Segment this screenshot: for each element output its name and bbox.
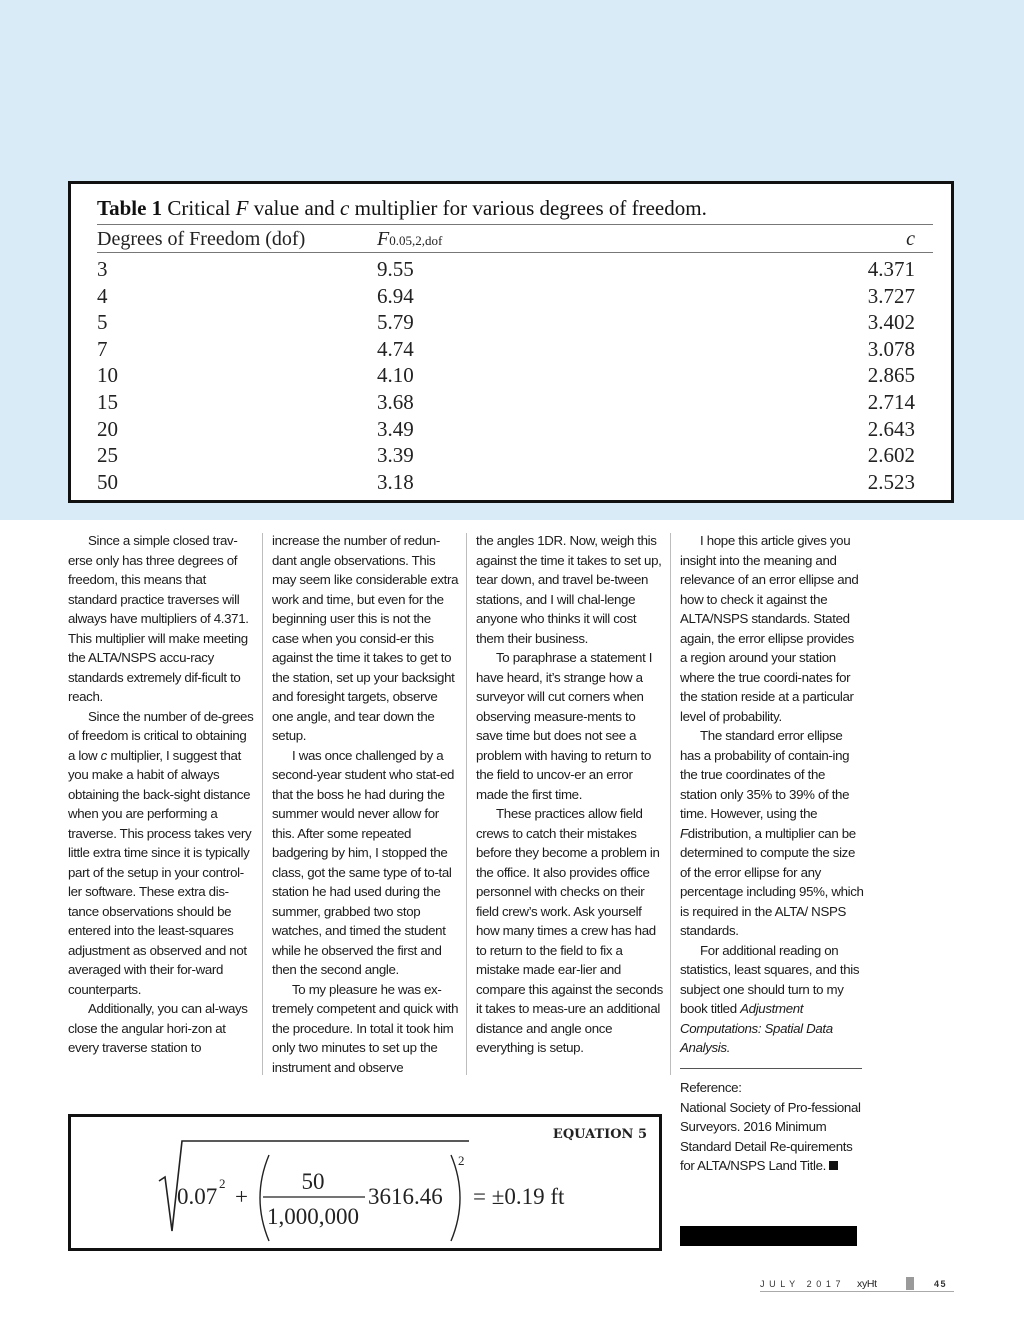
table-row <box>97 283 933 310</box>
reference-block <box>680 1078 862 1176</box>
header-f <box>377 228 442 251</box>
paragraph <box>68 707 256 1000</box>
paragraph: To paraphrase a statement I have heard, it’s strange how a surveyor will cut corners when observing measure-ments to save time but does not see a problem with having to return to the field to uncov-er an error made the first time. <box>476 650 653 802</box>
table-cell-dof: 3 <box>97 257 108 281</box>
table-cell-dof: 15 <box>97 389 118 414</box>
table-cell-dof: 25 <box>97 443 118 468</box>
table-row <box>97 309 933 336</box>
footer-rule <box>760 1291 954 1292</box>
paragraph: I was once challenged by a second-year student who stat-ed that the boss he had during the summer would never allow for this. After some repeated badgering by him, I stopped the class, got the same type of to-tal station he had used during the summer, grabbed two stop watches, and timed the student while he observed the first and then the second angle. <box>272 747 455 977</box>
paragraph-text: Since the number of de-grees of freedom is critical to obtaining a low <box>68 708 254 763</box>
equation-label: EQUATION 5 <box>552 1127 647 1142</box>
article-column-3 <box>476 531 664 1058</box>
table-cell-c: 2.523 <box>867 469 915 494</box>
table-cell-f: 3.49 <box>377 416 414 441</box>
table-cell-dof: 4 <box>97 283 108 308</box>
eq-plus: + <box>235 1184 248 1209</box>
table-title-f: F <box>235 196 249 220</box>
table-cell-dof: 10 <box>97 363 118 388</box>
paragraph-italic-f: F <box>680 825 688 841</box>
column-divider <box>262 533 263 1075</box>
eq-term1-exponent: 2 <box>219 1176 226 1191</box>
table-cell-f: 3.39 <box>377 443 414 468</box>
table-cell-f: 4.74 <box>377 336 414 361</box>
footer-date: JULY 2017 <box>760 1279 846 1289</box>
table-cell-f: 3.68 <box>377 389 414 414</box>
table-title-text-2: value and <box>253 196 335 220</box>
black-bar <box>680 1226 857 1246</box>
paragraph-italic-c: c <box>100 747 107 763</box>
table-title-number: Table 1 <box>97 196 163 220</box>
eq-denominator: 1,000,000 <box>267 1204 359 1229</box>
table-cell-c: 2.714 <box>867 389 915 414</box>
table-cell-c: 4.371 <box>867 257 915 281</box>
table-cell-c: 2.602 <box>867 443 915 468</box>
column-divider <box>466 533 467 1075</box>
table-cell-c: 3.078 <box>867 336 915 361</box>
table-cell-dof: 5 <box>97 310 108 335</box>
table-cell-f: 4.10 <box>377 363 414 388</box>
table-row <box>97 336 933 363</box>
table-cell-f: 3.18 <box>377 469 414 494</box>
paragraph: Additionally, you can al-ways close the angular hori-zon at every traverse station to <box>68 1001 248 1055</box>
table-cell-f: 6.94 <box>377 283 414 308</box>
column-divider <box>670 533 671 1075</box>
paragraph <box>680 726 864 941</box>
table-title-c: c <box>340 196 350 220</box>
table-row <box>97 442 933 469</box>
end-mark-icon <box>829 1161 838 1170</box>
table-cell-c: 3.727 <box>867 283 915 308</box>
header-c: c <box>906 228 915 250</box>
table-title-text-1: Critical <box>167 196 231 220</box>
footer-square-icon <box>906 1277 914 1290</box>
paragraph-text: The standard error ellipse has a probability of contain-ing the true coordinates of the station only 35% to 39% of the time. However, using the <box>680 728 850 821</box>
table-row <box>97 362 933 389</box>
eq-term1: 0.07 <box>177 1184 218 1209</box>
header-f-sub: 0.05,2,dof <box>389 233 443 248</box>
table-cell-dof: 50 <box>97 469 118 494</box>
reference-text <box>680 1098 862 1176</box>
reference-citation: National Society of Pro-fessional Surveyors. 2016 Minimum Standard Detail Re-quirements for ALTA/NSPS Land Title. <box>680 1099 861 1173</box>
eq-result: = ±0.19 ft <box>473 1184 565 1209</box>
reference-divider <box>680 1068 862 1069</box>
footer-brand: xyHt <box>857 1278 877 1290</box>
table-cell-dof: 20 <box>97 416 118 441</box>
eq-outer-exponent: 2 <box>458 1153 465 1168</box>
table-cell-f: 9.55 <box>377 257 414 281</box>
eq-numerator: 50 <box>301 1169 325 1194</box>
eq-multiplier: 3616.46 <box>368 1184 443 1209</box>
paragraph: Since a simple closed trav-erse only has three degrees of freedom, this means that standard practice traverses will always have multipliers of 4.371. This multiplier will make meeting the ALTA/NSPS accu-racy standards extremely dif-ficult to reach. <box>68 533 249 704</box>
table-row <box>97 256 933 283</box>
header-f-main: F <box>377 228 390 250</box>
table-row <box>97 469 933 496</box>
table-cell-f: 5.79 <box>377 310 414 335</box>
paragraph <box>680 941 864 1058</box>
article-column-2 <box>272 531 460 1077</box>
table-row <box>97 389 933 416</box>
equation-graphic <box>71 1117 659 1248</box>
footer-page-number: 45 <box>934 1279 948 1289</box>
article-column-1 <box>68 531 256 1058</box>
table-title-text-3: multiplier for various degrees of freedom. <box>354 196 707 220</box>
paragraph: These practices allow field crews to catch their mistakes before they become a problem in the office. It also provides office personnel with checks on their field crew’s work. Ask yourself how many times a crew has had to return to the field to fix a mistake made ear-lier and compare this against the seconds it takes to meas-ure an additional distance and angle once everything is setup. <box>476 806 663 1055</box>
table-cell-c: 2.643 <box>867 416 915 441</box>
paragraph: To my pleasure he was ex-tremely competent and quick with the procedure. In total it took him only two minutes to set up the instrument and observe <box>272 981 459 1075</box>
table-critical-f-values <box>68 181 954 503</box>
equation-box <box>68 1114 662 1251</box>
table-header-row <box>97 228 933 253</box>
paragraph: I hope this article gives you insight into the meaning and relevance of an error ellipse and how to check it against the ALTA/NSPS standards. Stated again, the error ellipse provides a region around your station where the true coordi-nates for the station reside at a particular level of probability. <box>680 533 859 724</box>
table-title <box>97 196 933 225</box>
article-column-4 <box>680 531 864 1058</box>
paragraph: the angles 1DR. Now, weigh this against the time it takes to set up, tear down, and travel be-tween stations, and I will chal-lenge anyone who thinks it will cost them their business. <box>476 533 662 646</box>
table-body <box>97 256 933 495</box>
reference-label: Reference: <box>680 1080 742 1095</box>
paragraph-text: distribution, a multiplier can be determined to compute the size of the error ellipse for any percentage including 95%, which is required in the ALTA/ NSPS standards. <box>680 825 864 938</box>
paragraph: increase the number of redun-dant angle observations. This may seem like considerable extra work and time, but even for the beginning user this is not the case when you consid-er this against the time it takes to get to the station, set up your backsight and foresight targets, observe one angle, and tear down the setup. <box>272 533 459 743</box>
table-row <box>97 416 933 443</box>
paragraph-text: multiplier, I suggest that you make a habit of always obtaining the back-sight distance when you are performing a traverse. This process takes very little extra time since it is typically part of the setup in your control-ler software. These extra dis-tance observations should be entered into the least-squares adjustment as observed and not averaged with their for-ward counterparts. <box>68 747 252 997</box>
table-cell-dof: 7 <box>97 336 108 361</box>
table-cell-c: 3.402 <box>867 310 915 335</box>
paragraph-text: For additional reading on statistics, least squares, and this subject one should turn to my book titled <box>680 942 860 1016</box>
book-title: Adjustment Computations: Spatial Data Analysis. <box>680 1001 833 1055</box>
table-cell-c: 2.865 <box>867 363 915 388</box>
header-dof: Degrees of Freedom (dof) <box>97 228 306 250</box>
